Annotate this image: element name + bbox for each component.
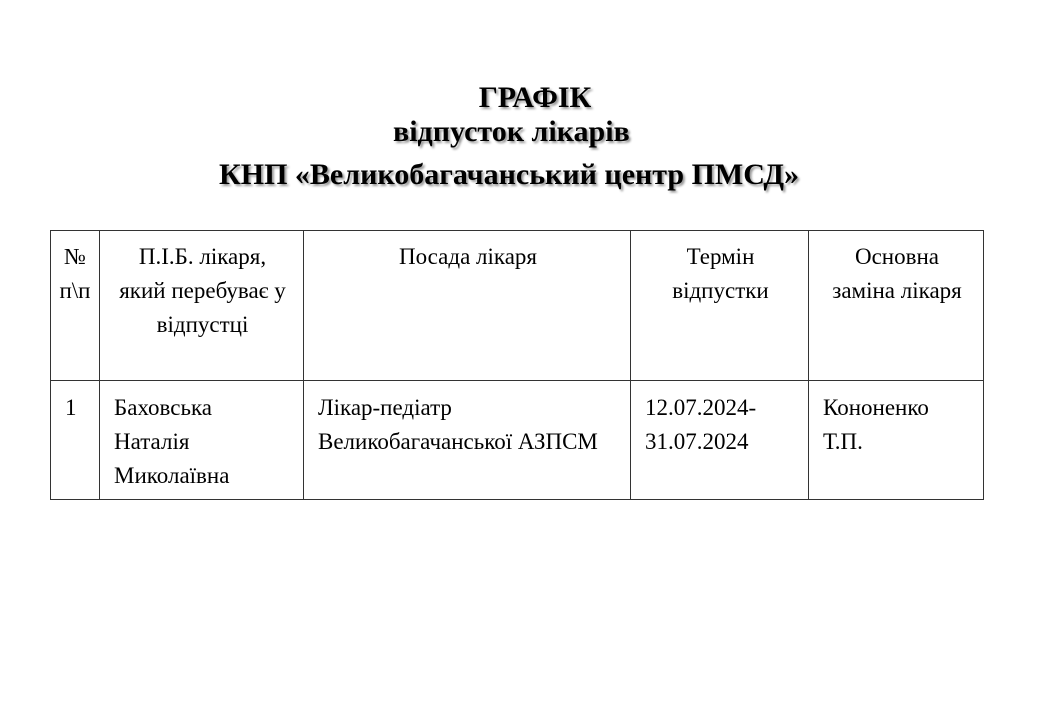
- header-number: № п\п: [51, 231, 100, 381]
- table-row: [51, 381, 984, 500]
- header-position: Посада лікаря: [304, 231, 631, 381]
- cell-position: Лікар-педіатр Великобагачанської АЗПСМ: [304, 381, 631, 500]
- cell-number: 1: [51, 381, 100, 500]
- cell-replacement: Кононенко Т.П.: [809, 381, 984, 500]
- vacation-schedule-table: [50, 230, 984, 500]
- header-replacement: Основна заміна лікаря: [809, 231, 984, 381]
- cell-vacation-period: 12.07.2024-31.07.2024: [631, 381, 809, 500]
- document-title: ГРАФІК: [478, 81, 592, 114]
- table-header-row: [51, 231, 984, 381]
- header-doctor-name: П.І.Б. лікаря, який перебуває у відпустці: [100, 231, 304, 381]
- document-subtitle: відпусток лікарів: [393, 115, 630, 148]
- header-vacation-period: Термін відпустки: [631, 231, 809, 381]
- organization-name: КНП «Великобагачанський центр ПМСД»: [219, 158, 800, 191]
- cell-doctor-name: Баховська Наталія Миколаївна: [100, 381, 304, 500]
